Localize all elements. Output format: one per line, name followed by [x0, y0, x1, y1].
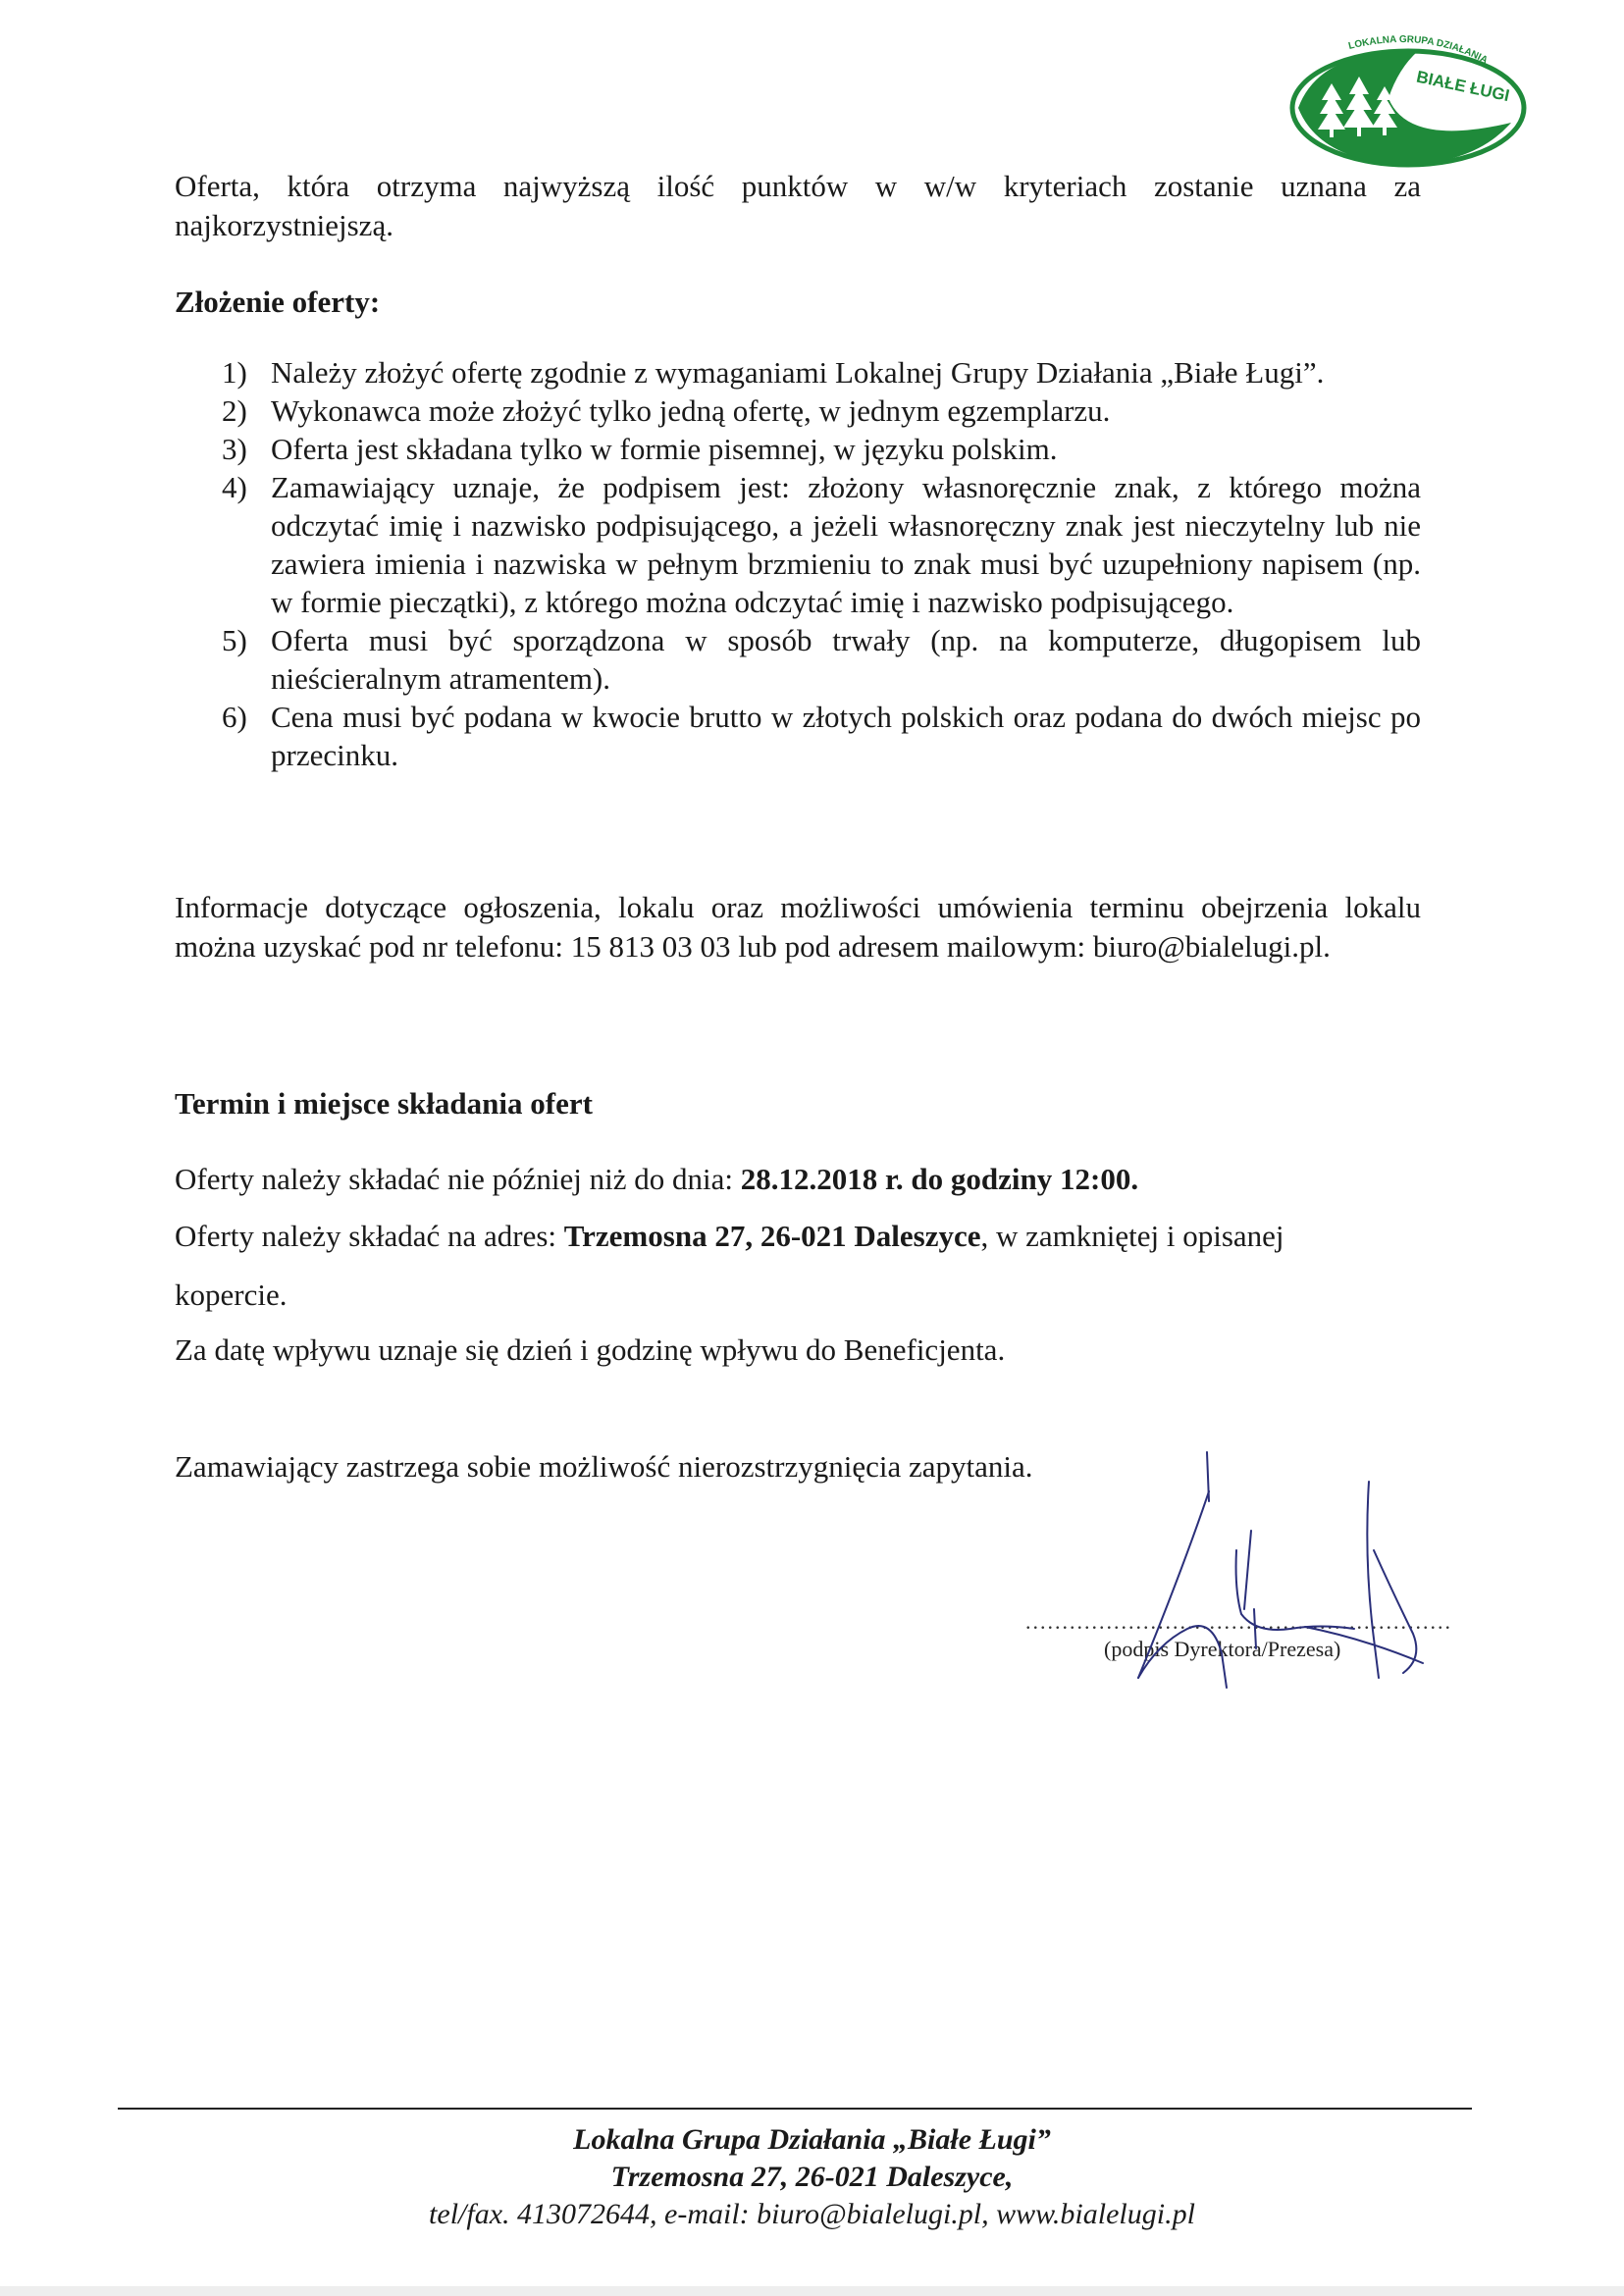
list-item-number: 5) [222, 623, 247, 657]
logo-name-text: BIAŁE ŁUGI [1414, 67, 1512, 106]
list-item-number: 2) [222, 393, 247, 428]
deadline-address-suffix: , w zamkniętej i opisanej [980, 1219, 1284, 1253]
footer-organization: Lokalna Grupa Działania „Białe Ługi” [573, 2123, 1051, 2156]
list-item [175, 430, 1421, 468]
contact-info-paragraph: Informacje dotyczące ogłoszenia, lokalu oraz możliwości umówienia terminu obejrzenia lokalu można uzyskać pod nr telefonu: 15 813 03 03 lub pod adresem mailowym: biuro@bialelugi.pl. [175, 890, 1421, 964]
signature-label: (podpis Dyrektora/Prezesa) [1104, 1637, 1341, 1661]
logo-arc-text: LOKALNA GRUPA DZIAŁANIA [1347, 34, 1490, 67]
list-item-text: Cena musi być podana w kwocie brutto w złotych polskich oraz podana do dwóch miejsc po przecinku. [271, 700, 1421, 772]
deadline-date-line [175, 1160, 1421, 1199]
footer [0, 2121, 1624, 2233]
list-item-text: Zamawiający uznaje, że podpisem jest: złożony własnoręcznie znak, z którego można odczytać imię i nazwisko podpisującego, a jeżeli własnoręczny znak jest nieczytelny lub nie zawiera imienia i nazwiska w pełnym brzmieniu to znak musi być uzupełniony napisem (np. w formie pieczątki), z którego można odczytać imię i nazwisko podpisującego. [271, 470, 1421, 619]
deadline-address-value: Trzemosna 27, 26-021 Daleszyce [563, 1219, 981, 1253]
list-item-text: Wykonawca może złożyć tylko jedną ofertę, w jednym egzemplarzu. [271, 393, 1111, 428]
list-item-number: 3) [222, 432, 247, 466]
list-item-text: Oferta musi być sporządzona w sposób trwały (np. na komputerze, długopisem lub nieścieralnym atramentem). [271, 623, 1421, 696]
submission-list [175, 353, 1421, 774]
footer-contact: tel/fax. 413072644, e-mail: biuro@bialelugi.pl, www.bialelugi.pl [429, 2198, 1195, 2230]
list-item [175, 698, 1421, 774]
lgd-biale-lugi-logo [1281, 29, 1536, 177]
list-item-text: Oferta jest składana tylko w formie pisemnej, w języku polskim. [271, 432, 1058, 466]
handwritten-signature [1079, 1442, 1492, 1756]
list-item [175, 621, 1421, 698]
deadline-address-line [175, 1217, 1421, 1256]
deadline-heading: Termin i miejsce składania ofert [175, 1086, 593, 1121]
reservation-paragraph: Zamawiający zastrzega sobie możliwość nierozstrzygnięcia zapytania. [175, 1449, 1033, 1484]
list-item-number: 4) [222, 470, 247, 504]
deadline-address-prefix: Oferty należy składać na adres: [175, 1219, 564, 1253]
submission-heading: Złożenie oferty: [175, 285, 381, 319]
list-item-number: 1) [222, 355, 247, 390]
list-item-number: 6) [222, 700, 247, 734]
signature-dotted-line: .......................................................... [1025, 1609, 1452, 1634]
deadline-envelope-line: kopercie. [175, 1278, 288, 1312]
list-item [175, 391, 1421, 430]
list-item-text: Należy złożyć ofertę zgodnie z wymaganiami Lokalnej Grupy Działania „Białe Ługi”. [271, 355, 1325, 390]
intro-paragraph: Oferta, która otrzyma najwyższą ilość punktów w w/w kryteriach zostanie uznana za najkorzystniejszą. [175, 169, 1421, 242]
list-item [175, 468, 1421, 621]
footer-address: Trzemosna 27, 26-021 Daleszyce, [610, 2161, 1014, 2193]
deadline-receipt-line: Za datę wpływu uznaje się dzień i godzinę wpływu do Beneficjenta. [175, 1332, 1006, 1367]
list-item [175, 353, 1421, 391]
scan-bottom-strip [0, 2286, 1624, 2296]
deadline-date-value: 28.12.2018 r. do godziny 12:00. [740, 1162, 1139, 1196]
deadline-date-prefix: Oferty należy składać nie później niż do dnia: [175, 1162, 741, 1196]
footer-divider [118, 2108, 1472, 2110]
